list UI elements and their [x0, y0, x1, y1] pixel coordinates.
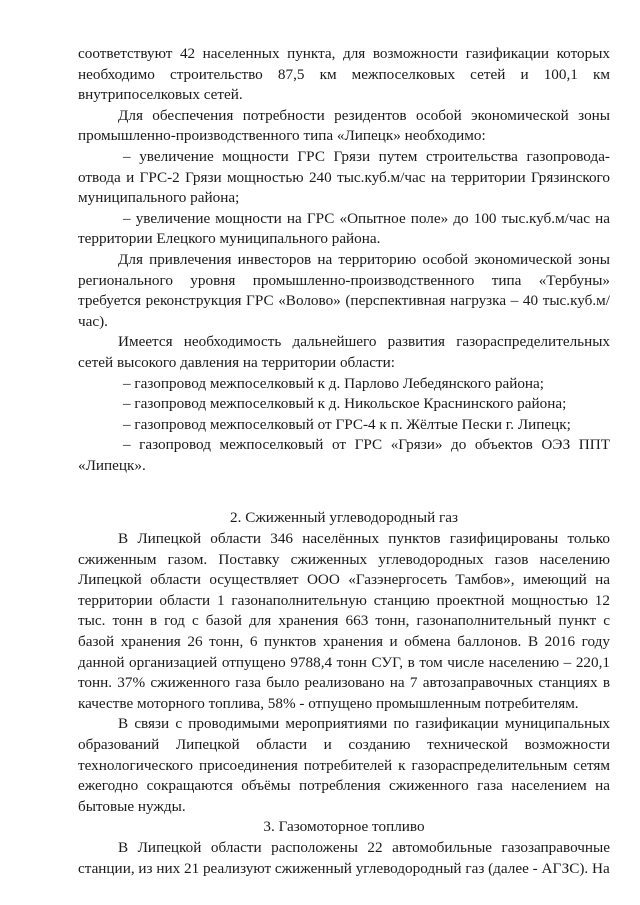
- paragraph-sez-terbuny: Для привлечения инвесторов на территорию особой экономической зоны регионального уровня промышленно-производственного типа «Тербуны» требуется реконструкция ГРС «Волово» (перспективная нагрузка – 40 тыс.куб.м/час).: [78, 250, 610, 330]
- list-item-parlovo: – газопровод межпоселковый к д. Парлово Лебедянского района;: [123, 374, 545, 392]
- section-spacer: [78, 476, 610, 508]
- paragraph-lpg-supply: В Липецкой области 346 населённых пунктов газифицированы только сжиженным газом. Поставку сжиженных углеводородных газов населению Липецкой области осуществляет ООО «Газэнергосеть Тамбов», имеющий на территории области 1 газонаполнительную станцию проектной мощностью 12 тыс. тонн в год с базой для хранения 663 тонн, газонаполнительный пункт с базой хранения 26 тонн, 6 пунктов хранения и обмена баллонов. В 2016 году данной организацией отпущено 9788,4 тонн СУГ, в том числе населению – 220,1 тонн. 37% сжиженного газа было реализовано на 7 автозаправочных станциях в качестве моторного топлива, 58% - отпущено промышленным потребителям.: [78, 530, 610, 712]
- paragraph-lpg-decline: В связи с проводимыми мероприятиями по газификации муниципальных образований Липецкой области и созданию технической возможности технологического присоединения потребителей к газораспределительным сетям ежегодно сокращаются объёмы потребления сжиженного газа населением на бытовые нужды.: [78, 715, 610, 815]
- paragraph-sez-lipetsk-needs: Для обеспечения потребности резидентов особой экономической зоны промышленно-производственного типа «Липецк» необходимо:: [78, 106, 610, 145]
- paragraph-high-pressure-networks: Имеется необходимость дальнейшего развития газораспределительных сетей высокого давления на территории области:: [78, 333, 610, 371]
- document-page: [78, 44, 610, 879]
- list-item-oez-ppt-lipetsk: – газопровод межпоселковый от ГРС «Грязи» до объектов ОЭЗ ППТ «Липецк».: [78, 436, 610, 474]
- section-heading-motor-fuel: 3. Газомоторное топливо: [263, 818, 425, 836]
- list-item-nikolskoe: – газопровод межпоселковый к д. Никольское Краснинского района;: [123, 395, 567, 413]
- list-item-grs-gryazi: – увеличение мощности ГРС Грязи путем строительства газопровода-отвода и ГРС-2 Грязи мощностью 240 тыс.куб.м/час на территории Грязинского муниципального района;: [78, 147, 610, 207]
- list-item-grs-opytnoe-pole: – увеличение мощности на ГРС «Опытное поле» до 100 тыс.куб.м/час на территории Елецкого муниципального района.: [78, 209, 610, 248]
- list-item-zheltye-peski: – газопровод межпоселковый от ГРС-4 к п. Жёлтые Пески г. Липецк;: [123, 415, 571, 433]
- paragraph-gas-settlements: соответствуют 42 населенных пункта, для возможности газификации которых необходимо строительство 87,5 км межпоселковых сетей и 100,1 км внутрипоселковых сетей.: [78, 45, 610, 104]
- paragraph-gas-stations: В Липецкой области расположены 22 автомобильные газозаправочные станции, из них 21 реализуют сжиженный углеводородный газ (далее - АГЗС). На: [78, 838, 610, 877]
- section-heading-lpg: 2. Сжиженный углеводородный газ: [230, 509, 458, 527]
